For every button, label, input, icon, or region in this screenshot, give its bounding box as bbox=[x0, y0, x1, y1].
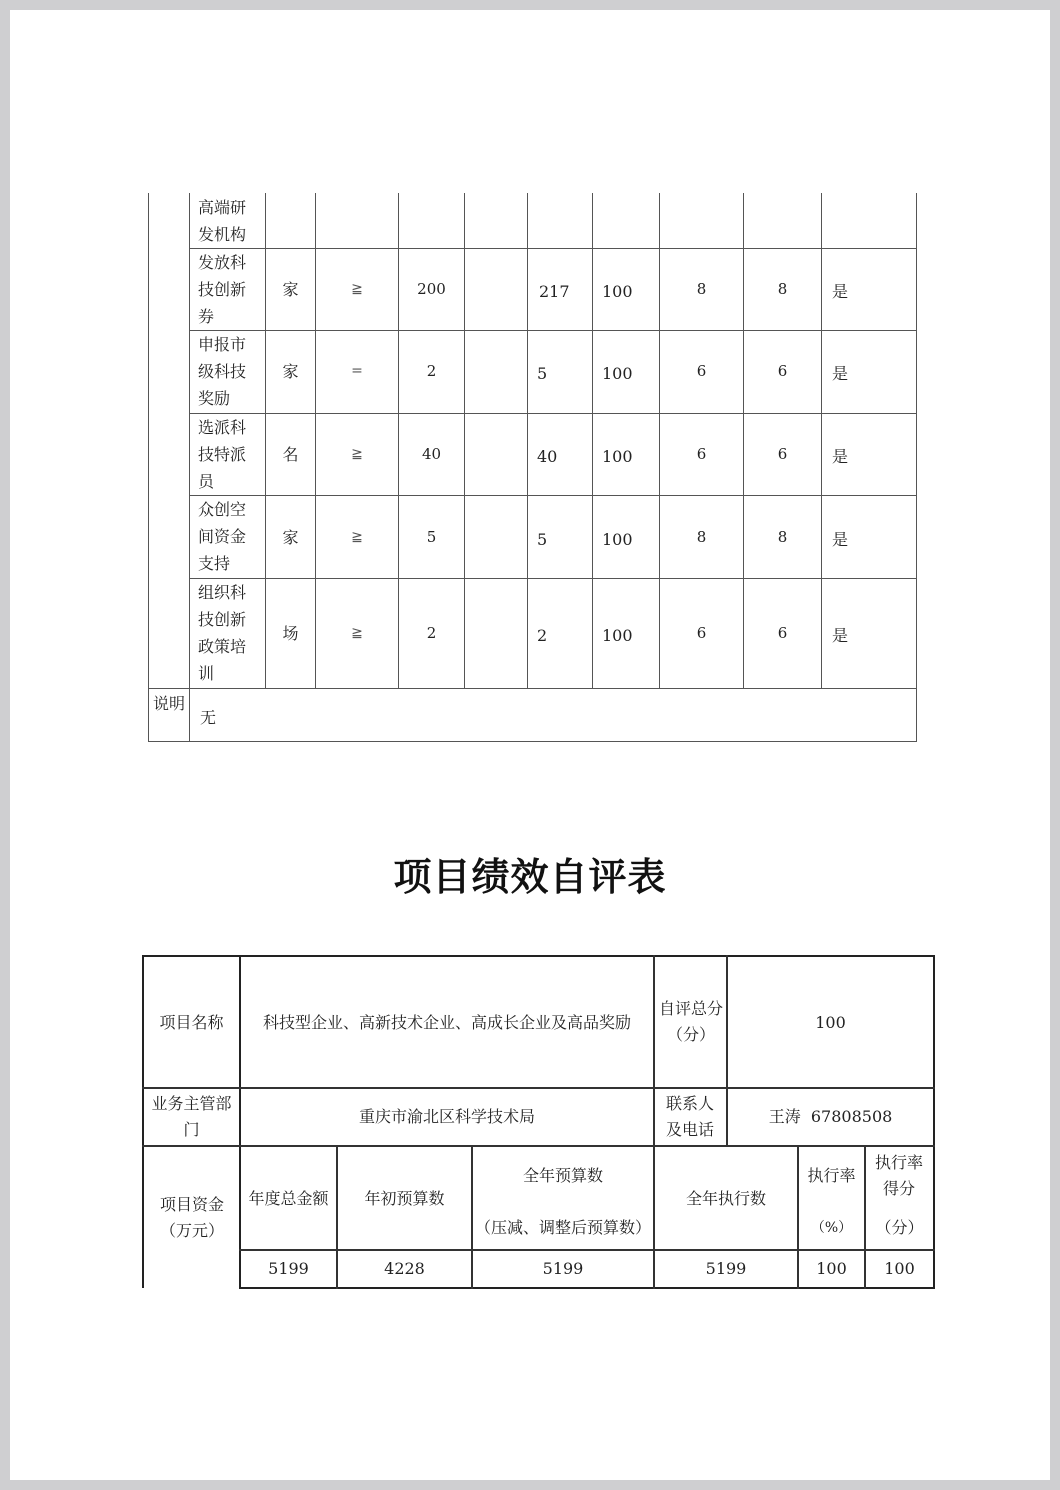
row-op: ≧ bbox=[351, 625, 363, 641]
row-met: 是 bbox=[832, 447, 849, 466]
row-met: 是 bbox=[832, 530, 849, 549]
project-name: 科技型企业、高新技术企业、高成长企业及高品奖励 bbox=[262, 1013, 631, 1032]
header-exec-score: 执行率得分 bbox=[874, 1153, 923, 1198]
row-score: 6 bbox=[777, 362, 788, 380]
row-weight: 6 bbox=[696, 624, 707, 642]
row-rate: 100 bbox=[602, 530, 633, 549]
value-exec-rate: 100 bbox=[816, 1259, 847, 1278]
value-full-year-budget: 5199 bbox=[542, 1259, 584, 1278]
header-initial-budget: 年初预算数 bbox=[364, 1189, 445, 1208]
row-name: 申报市级科技奖励 bbox=[198, 335, 247, 408]
row-unit: 场 bbox=[282, 624, 299, 643]
row-rate: 100 bbox=[602, 282, 633, 301]
row-unit: 家 bbox=[282, 280, 299, 299]
row-met: 是 bbox=[832, 282, 849, 301]
header-full-year-budget-note: （压减、调整后预算数） bbox=[474, 1218, 651, 1237]
row-score: 6 bbox=[777, 445, 788, 463]
row-name: 高端研发机构 bbox=[198, 198, 247, 244]
value-annual-total: 5199 bbox=[268, 1259, 309, 1278]
contact-label: 联系人及电话 bbox=[665, 1094, 714, 1139]
row-actual: 217 bbox=[539, 282, 570, 301]
row-target: 2 bbox=[426, 624, 437, 642]
row-name: 选派科技特派员 bbox=[198, 418, 247, 491]
row-target: 200 bbox=[417, 280, 446, 298]
funds-label: 项目资金（万元） bbox=[159, 1195, 224, 1240]
row-name: 众创空间资金支持 bbox=[198, 500, 247, 573]
header-full-year-budget: 全年预算数 bbox=[522, 1166, 603, 1185]
dept: 重庆市渝北区科学技术局 bbox=[358, 1107, 535, 1126]
row-weight: 6 bbox=[696, 445, 707, 463]
header-exec-score-unit: （分） bbox=[875, 1218, 924, 1237]
value-exec-score: 100 bbox=[884, 1259, 915, 1278]
project-name-label: 项目名称 bbox=[159, 1013, 224, 1032]
value-initial-budget: 4228 bbox=[384, 1259, 425, 1278]
row-rate: 100 bbox=[602, 364, 633, 383]
row-target: 2 bbox=[426, 362, 437, 380]
row-op: ≧ bbox=[351, 281, 363, 297]
self-score-label: 自评总分（分） bbox=[658, 999, 723, 1044]
header-full-year-exec: 全年执行数 bbox=[685, 1189, 766, 1208]
row-weight: 8 bbox=[696, 528, 707, 546]
row-actual: 2 bbox=[537, 626, 548, 645]
row-target: 40 bbox=[421, 445, 442, 463]
row-rate: 100 bbox=[602, 626, 633, 645]
row-unit: 家 bbox=[282, 362, 299, 381]
page-title: 项目绩效自评表 bbox=[393, 854, 667, 899]
row-target: 5 bbox=[426, 528, 437, 546]
row-unit: 家 bbox=[282, 528, 299, 547]
header-annual-total: 年度总金额 bbox=[248, 1189, 329, 1208]
row-op: = bbox=[351, 363, 363, 379]
row-met: 是 bbox=[832, 364, 849, 383]
note-value: 无 bbox=[200, 708, 217, 727]
row-actual: 5 bbox=[537, 364, 548, 383]
row-score: 6 bbox=[777, 624, 788, 642]
row-name: 发放科技创新券 bbox=[198, 253, 247, 326]
row-weight: 8 bbox=[696, 280, 707, 298]
row-score: 8 bbox=[777, 280, 788, 298]
self-score: 100 bbox=[815, 1013, 846, 1032]
row-met: 是 bbox=[832, 626, 849, 645]
note-label: 说明 bbox=[153, 694, 186, 713]
row-op: ≧ bbox=[351, 446, 363, 462]
row-actual: 40 bbox=[537, 447, 558, 466]
row-op: ≧ bbox=[351, 529, 363, 545]
row-score: 8 bbox=[777, 528, 788, 546]
row-actual: 5 bbox=[537, 530, 548, 549]
contact: 王涛 67808508 bbox=[768, 1107, 893, 1126]
row-weight: 6 bbox=[696, 362, 707, 380]
row-unit: 名 bbox=[282, 445, 299, 464]
value-full-year-exec: 5199 bbox=[705, 1259, 747, 1278]
header-exec-rate: 执行率 bbox=[807, 1166, 856, 1185]
row-rate: 100 bbox=[602, 447, 633, 466]
dept-label: 业务主管部门 bbox=[151, 1094, 232, 1139]
header-exec-rate-unit: （%） bbox=[810, 1220, 853, 1236]
row-name: 组织科技创新政策培训 bbox=[198, 583, 247, 683]
